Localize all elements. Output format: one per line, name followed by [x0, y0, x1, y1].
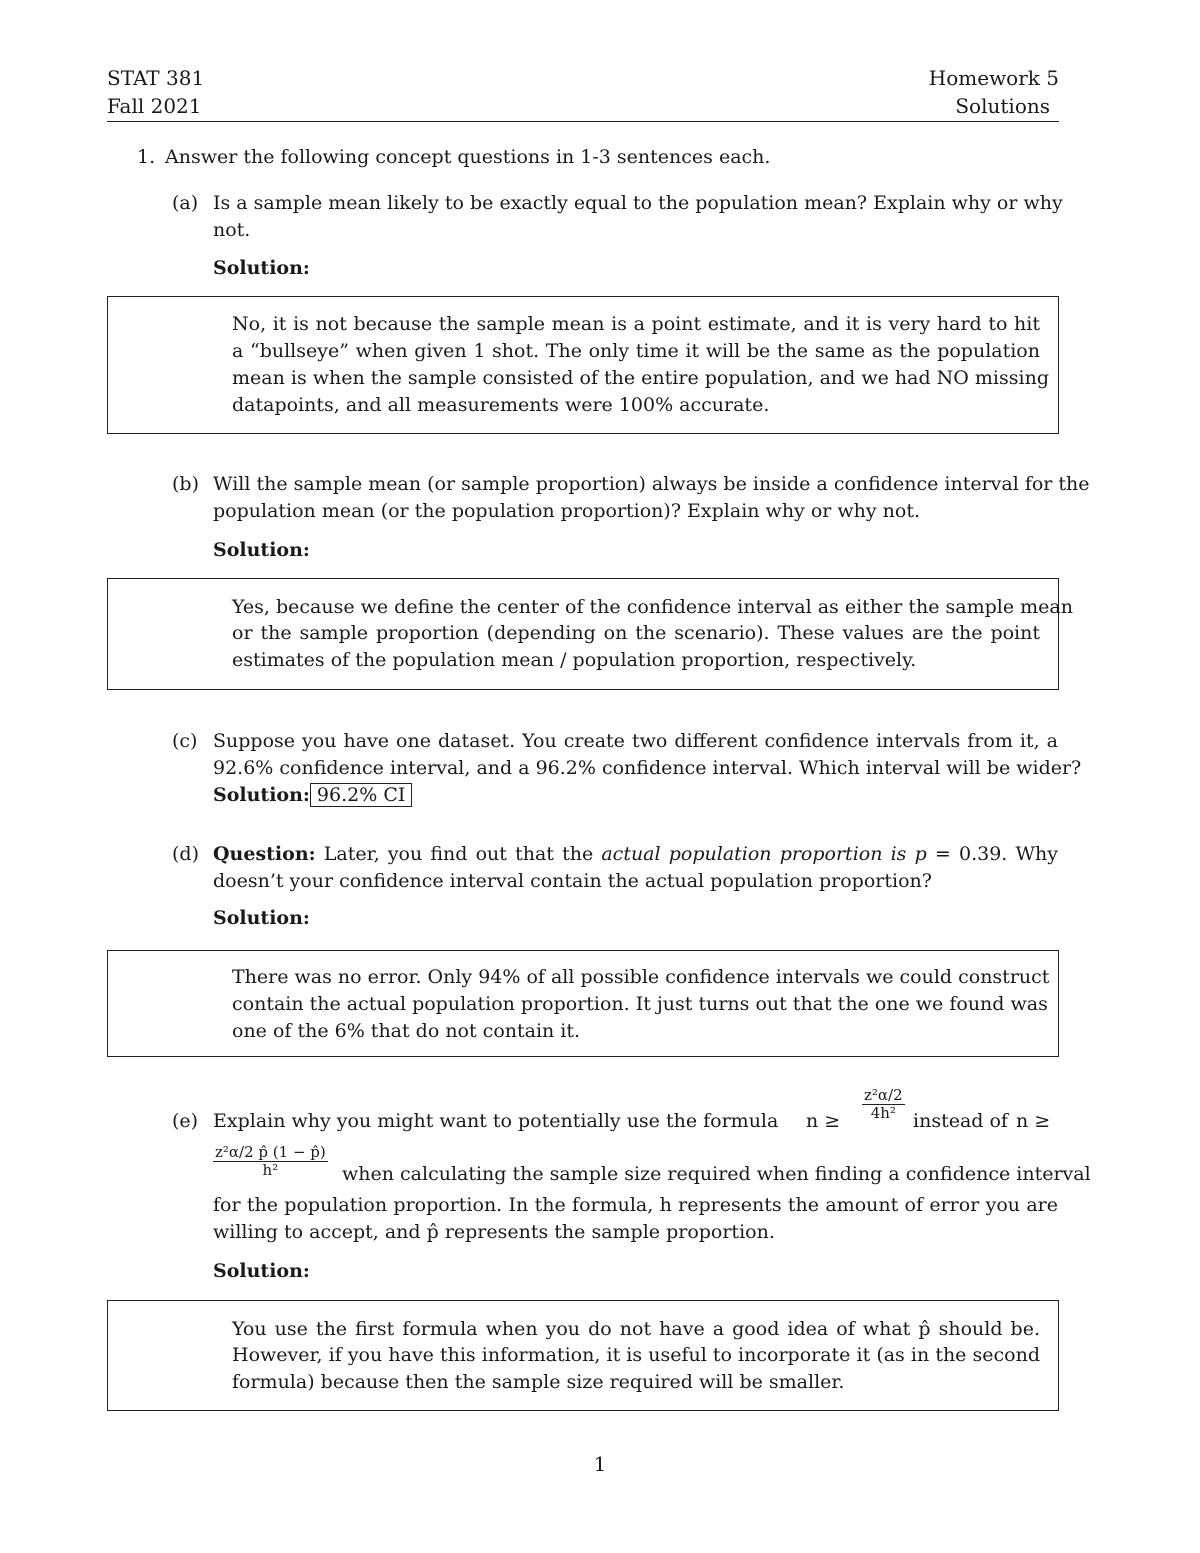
assignment-title: Homework 5 [928, 66, 1059, 90]
part-a-answer-line: mean is when the sample consisted of the entire population, and we had NO missing [232, 367, 1049, 389]
part-b-answer-box [107, 578, 1073, 690]
formula-2-fraction [213, 1144, 328, 1179]
header-rule [107, 121, 1059, 122]
part-d-question-label: Question: [213, 843, 316, 865]
part-e-answer-line: However, if you have this information, it is useful to incorporate it (as in the second [232, 1344, 1040, 1366]
part-c-solution-label: Solution: [213, 784, 310, 806]
part-e-label: (e) [172, 1110, 199, 1132]
part-e-solution-label: Solution: [213, 1260, 310, 1282]
course-name: STAT 381 [107, 66, 205, 90]
part-e-answer-line: formula) because then the sample size required will be smaller. [232, 1371, 845, 1393]
part-e-question-text: Explain why you might want to potentially use the formula [213, 1110, 779, 1132]
part-a-question-line: not. [213, 219, 251, 241]
part-d-solution-label: Solution: [213, 907, 310, 929]
question-number: 1. [137, 146, 156, 168]
part-a-label: (a) [172, 192, 199, 214]
part-d-question-line: doesn’t your confidence interval contain the actual population proportion? [213, 870, 932, 892]
part-c-solution [213, 782, 412, 809]
document-kind: Solutions [955, 94, 1050, 118]
part-e-answer-box [107, 1300, 1059, 1411]
part-a-answer-line: a “bullseye” when given 1 shot. The only time it will be the same as the population [232, 340, 1040, 362]
part-a-answer-box [107, 296, 1059, 434]
part-d-answer-box [107, 950, 1059, 1057]
part-c-question-line: Suppose you have one dataset. You create two different confidence intervals from it, a [213, 730, 1058, 752]
part-e-n-geq: n ≥ [1016, 1110, 1051, 1132]
part-a-answer-line: No, it is not because the sample mean is a point estimate, and it is very hard to hit [232, 313, 1040, 335]
part-d-label: (d) [172, 843, 199, 865]
page-number: 1 [593, 1452, 607, 1476]
part-a-solution-label: Solution: [213, 257, 310, 279]
part-a-answer-line: datapoints, and all measurements were 100% accurate. [232, 394, 770, 416]
formula-1-fraction [862, 1087, 905, 1122]
part-e-question-text: when calculating the sample size required when finding a confidence interval [342, 1163, 1091, 1185]
part-d-answer-line: one of the 6% that do not contain it. [232, 1020, 581, 1042]
part-a-question-line: Is a sample mean likely to be exactly equal to the population mean? Explain why or why [213, 192, 1063, 214]
formula-1-numerator: z²α/2 [864, 1086, 903, 1104]
part-c-question-line: 92.6% confidence interval, and a 96.2% confidence interval. Which interval will be wider? [213, 757, 1082, 779]
part-e-question-text: willing to accept, and p̂ represents the sample proportion. [213, 1221, 775, 1243]
part-d-answer-line: There was no error. Only 94% of all possible confidence intervals we could construct [232, 966, 1050, 988]
part-c-label: (c) [172, 730, 198, 752]
part-b-question-line: population mean (or the population proportion)? Explain why or why not. [213, 500, 921, 522]
question-prompt: Answer the following concept questions in 1-3 sentences each. [165, 146, 771, 168]
part-e-answer-line: You use the first formula when you do not have a good idea of what p̂ should be. [232, 1318, 1040, 1340]
part-e-question-text: for the population proportion. In the formula, h represents the amount of error you are [213, 1194, 1058, 1216]
part-d-answer-line: contain the actual population proportion. It just turns out that the one we found was [232, 993, 1048, 1015]
part-b-answer-line: or the sample proportion (depending on the scenario). These values are the point [232, 622, 1040, 644]
part-d-question-line: Question: Later, you find out that the actual population proportion is p = 0.39. Why [213, 843, 1058, 865]
part-e-n-geq: n ≥ [806, 1110, 841, 1132]
formula-2-denominator: h² [213, 1161, 328, 1179]
part-b-question-line: Will the sample mean (or sample proportion) always be inside a confidence interval for the [213, 473, 1090, 495]
part-b-answer-line: Yes, because we define the center of the confidence interval as either the sample mean [232, 596, 1073, 618]
formula-1-denominator: 4h² [862, 1104, 905, 1122]
part-c-answer-box: 96.2% CI [310, 783, 412, 807]
part-b-label: (b) [172, 473, 199, 495]
term: Fall 2021 [107, 94, 202, 118]
part-e-question-text: instead of [913, 1110, 1008, 1132]
part-b-answer-line: estimates of the population mean / population proportion, respectively. [232, 649, 917, 671]
formula-2-numerator: z²α/2 p̂ (1 − p̂) [215, 1143, 326, 1161]
part-b-solution-label: Solution: [213, 539, 310, 561]
